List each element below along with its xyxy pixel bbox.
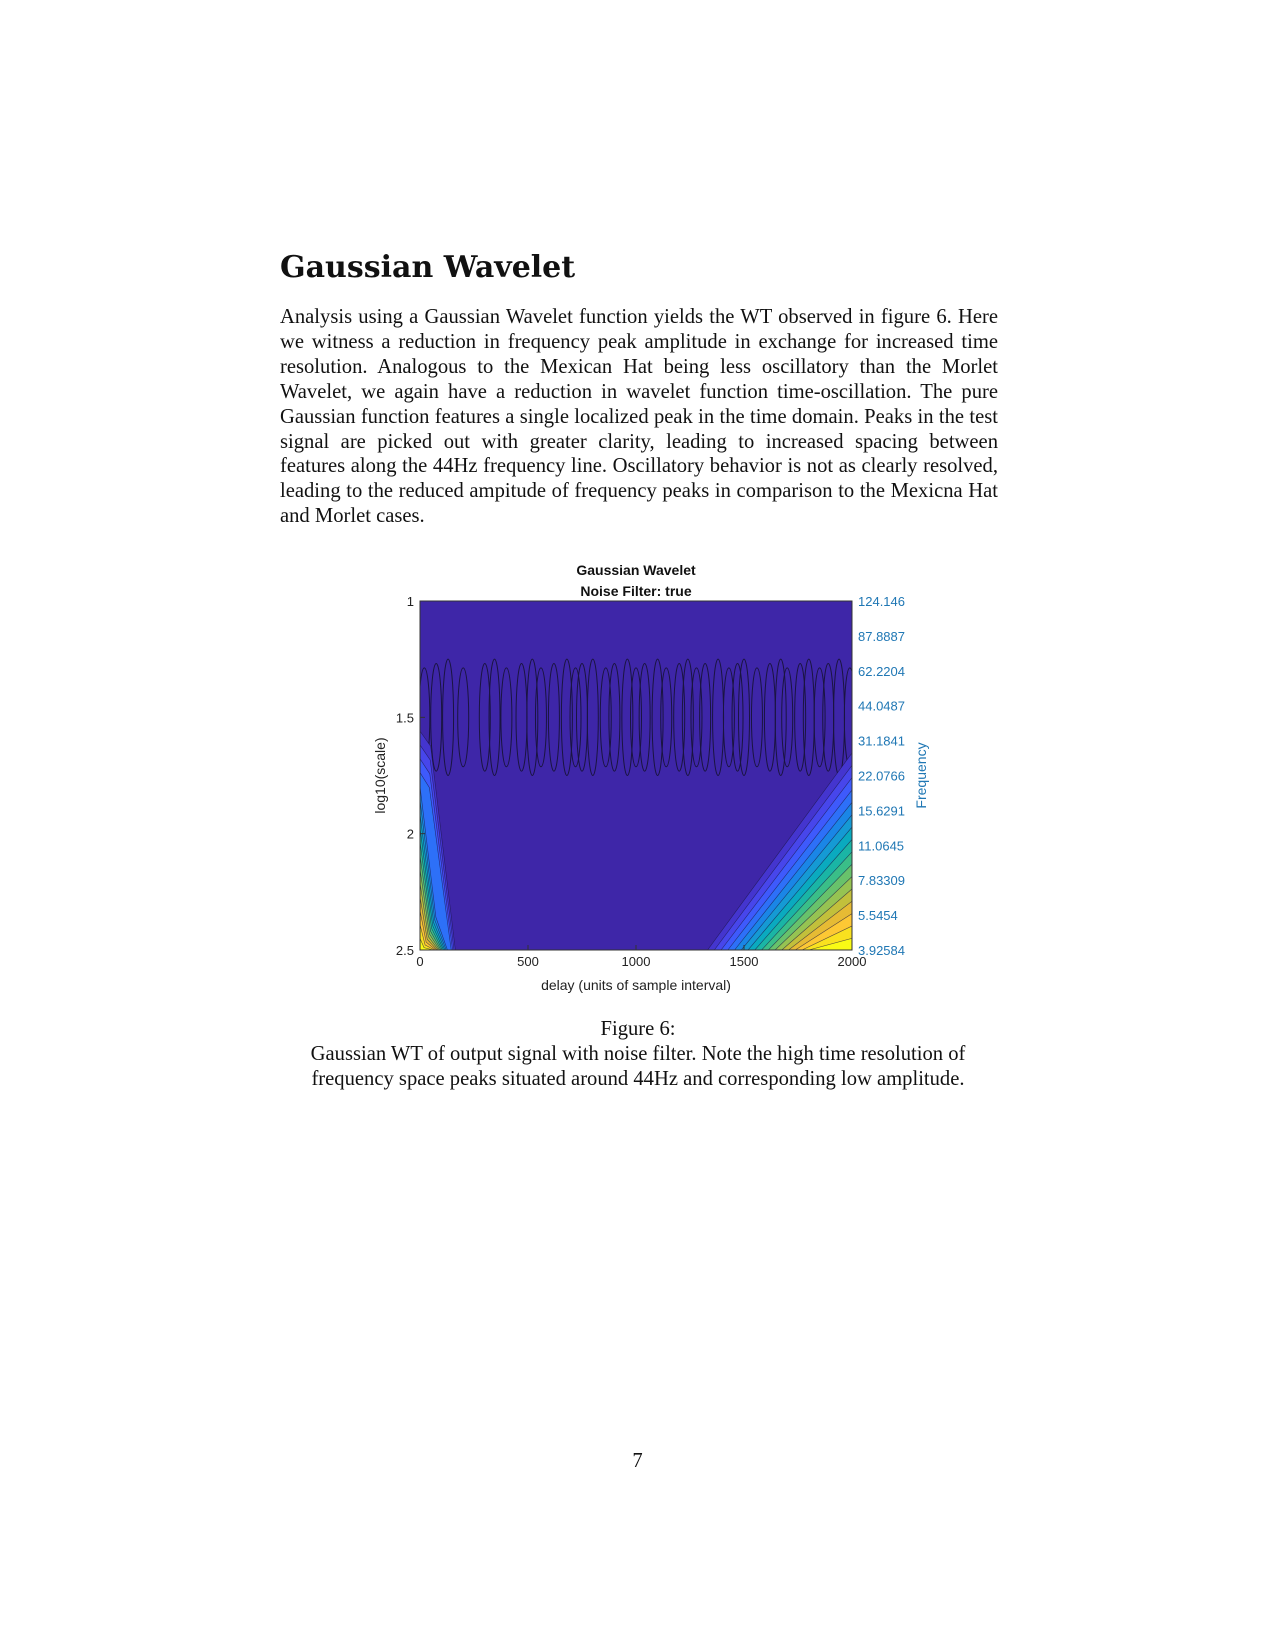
- right-tick-label: 3.92584: [858, 943, 905, 958]
- right-tick-label: 5.5454: [858, 908, 898, 924]
- y-tick-label: 2.5: [395, 943, 414, 958]
- x-axis-label: delay (units of sample interval): [541, 977, 731, 993]
- right-tick-label: 11.0645: [858, 838, 905, 854]
- x-tick-label: 0: [416, 954, 424, 969]
- right-tick-label: 7.83309: [858, 873, 905, 889]
- y-tick-label: 1.5: [395, 710, 414, 726]
- section-title: Gaussian Wavelet: [280, 250, 576, 285]
- x-tick-label: 1500: [729, 954, 759, 969]
- right-tick-label: 87.8887: [858, 628, 905, 644]
- chart-title: Gaussian Wavelet: [576, 562, 696, 578]
- right-axis-label: Frequency: [913, 742, 929, 809]
- page-number: 7: [632, 1450, 643, 1472]
- x-tick-label: 2000: [837, 954, 867, 969]
- right-tick-label: 31.1841: [858, 733, 905, 749]
- x-tick-label: 1000: [621, 954, 651, 969]
- caption-label: Figure 6:: [600, 1018, 676, 1040]
- y-tick-label: 2: [406, 826, 414, 842]
- right-tick-label: 22.0766: [858, 768, 905, 784]
- caption-text: Gaussian WT of output signal with noise filter. Note the high time resolution of frequency space peaks situated around 44Hz and corresponding low amplitude.: [310, 1043, 966, 1090]
- body-paragraph: Analysis using a Gaussian Wavelet function yields the WT observed in figure 6. Here we witness a reduction in frequency peak amplitude in exchange for increased time resolution. Analogous to the Mexican Hat being less oscillatory than the Morlet Wavelet, we again have a reduction in wavelet function time-oscillation. The pure Gaussian function features a single localized peak in the time domain. Peaks in the test signal are picked out with greater clarity, leading to increased spacing between features along the 44Hz frequency line. Oscillatory behavior is not as clearly resolved, leading to the reduced ampitude of frequency peaks in comparison to the Mexicna Hat and Morlet cases.: [280, 306, 998, 528]
- right-tick-label: 62.2204: [858, 663, 905, 679]
- figure-caption: [270, 1017, 1006, 1092]
- y-tick-label: 1: [406, 594, 414, 609]
- right-tick-label: 15.6291: [858, 803, 905, 819]
- right-tick-label: 124.146: [858, 594, 905, 609]
- x-tick-label: 500: [517, 954, 539, 969]
- y-axis-label: log10(scale): [372, 737, 388, 814]
- chart-subtitle: Noise Filter: true: [580, 583, 692, 599]
- right-tick-label: 44.0487: [858, 698, 905, 714]
